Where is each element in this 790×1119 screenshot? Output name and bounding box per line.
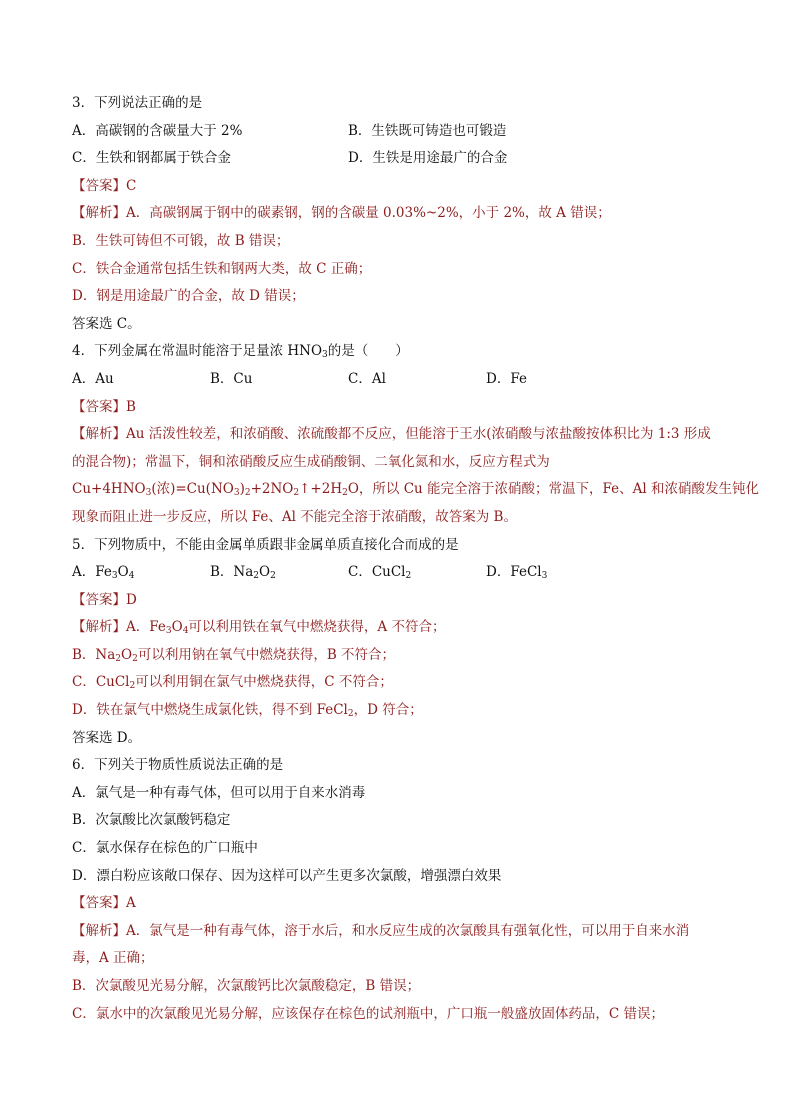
- subscript: 2: [270, 571, 276, 582]
- eq-part: (浓)=Cu(NO: [151, 481, 234, 498]
- subscript: 3: [233, 488, 240, 499]
- subscript: 3: [541, 571, 548, 582]
- option-b: [210, 559, 348, 587]
- answer-line: [72, 173, 732, 201]
- answer-tag: 【答案】: [72, 398, 126, 415]
- analysis-line: C．氯水中的次氯酸见光易分解，应该保存在棕色的试剂瓶中，广口瓶一般盛放固体药品，C 错误；: [72, 1005, 664, 1022]
- answer-line: [72, 587, 732, 615]
- analysis-line: B．生铁可铸但不可锻，故 B 错误；: [72, 232, 290, 249]
- option-c: C．Al: [348, 370, 386, 387]
- opt-text: O: [259, 564, 271, 581]
- analysis-tag: 【解析】: [72, 922, 126, 939]
- opt-text: D．FeCl: [486, 564, 542, 581]
- analysis-line: 的混合物)；常温下，铜和浓硝酸反应生成硝酸铜、二氧化氮和水，反应方程式为: [72, 453, 550, 470]
- stem-text: 的是（ ）: [327, 343, 409, 360]
- analysis-text: ，D 符合；: [353, 702, 423, 719]
- subscript: 2: [293, 488, 300, 499]
- answer-tag: 【答案】: [72, 177, 126, 194]
- option-d: D．漂白粉应该敞口保存、因为这样可以产生更多次氯酸，增强漂白效果: [72, 867, 502, 884]
- option-a: A．高碳钢的含碳量大于 2%: [72, 122, 243, 139]
- option-d: D．生铁是用途最广的合金: [348, 150, 508, 167]
- option-c: [348, 559, 486, 587]
- analysis-line: [72, 697, 732, 725]
- analysis-text: A．Fe: [126, 619, 166, 636]
- answer-value: B: [126, 398, 136, 415]
- analysis-line: [72, 200, 732, 228]
- analysis-tag: 【解析】: [72, 619, 126, 636]
- answer-tag: 【答案】: [72, 895, 126, 912]
- subscript: 2: [342, 488, 348, 499]
- opt-text: O: [117, 564, 129, 581]
- analysis-tag: 【解析】: [72, 205, 126, 222]
- subscript: 3: [322, 350, 328, 361]
- analysis-line: 现象而阻止进一步反应，所以 Fe、Al 不能完全溶于浓硝酸，故答案为 B。: [72, 508, 517, 525]
- opt-text: A．Fe: [72, 564, 112, 581]
- option-b: B．Cu: [210, 370, 253, 387]
- document-page: [72, 90, 759, 1028]
- option-d: D．Fe: [486, 370, 527, 387]
- conclusion-line: 答案选 C。: [72, 315, 141, 332]
- analysis-text: O: [171, 619, 183, 636]
- answer-value: C: [126, 177, 137, 194]
- eq-part: +2NO: [250, 481, 294, 498]
- question-5-stem: 5．下列物质中，不能由金属单质跟非金属单质直接化合而成的是: [72, 536, 459, 553]
- analysis-text: A．氯气是一种有毒气体，溶于水后，和水反应生成的次氯酸具有强氧化性，可以用于自来水消: [126, 922, 690, 939]
- analysis-text: 可以利用铁在氧气中燃烧获得，A 不符合；: [188, 619, 446, 636]
- eq-part: ): [239, 481, 245, 498]
- question-6-stem: 6．下列关于物质性质说法正确的是: [72, 757, 284, 774]
- option-c: C．氯水保存在棕色的广口瓶中: [72, 840, 258, 857]
- analysis-line: [72, 642, 732, 670]
- analysis-line: [72, 918, 732, 946]
- option-d: [486, 559, 547, 587]
- option-b: B．生铁既可铸造也可锻造: [348, 122, 507, 139]
- answer-value: D: [126, 591, 137, 608]
- analysis-text: B．Na: [72, 646, 116, 663]
- conclusion-line: 答案选 D。: [72, 729, 142, 746]
- subscript: 2: [132, 653, 138, 664]
- analysis-line: [72, 614, 732, 642]
- question-5-options: [72, 559, 732, 587]
- analysis-line: 毒，A 正确；: [72, 950, 154, 967]
- answer-line: [72, 890, 732, 918]
- subscript: 2: [405, 571, 412, 582]
- question-3-stem: 3．下列说法正确的是: [72, 95, 203, 111]
- subscript: 4: [128, 571, 135, 582]
- question-4-options: [72, 366, 732, 394]
- stem-text: 4．下列金属在常温时能溶于足量浓 HNO: [72, 343, 323, 360]
- analysis-text: D．铁在氯气中燃烧生成氯化铁，得不到 FeCl: [72, 702, 348, 719]
- question-3-options-row-1: [72, 118, 732, 146]
- analysis-line: [72, 669, 732, 697]
- subscript: 2: [115, 653, 122, 664]
- subscript: 2: [129, 681, 136, 692]
- option-b: B．次氯酸比次氯酸钙稳定: [72, 812, 231, 829]
- subscript: 3: [165, 626, 172, 637]
- answer-line: [72, 394, 732, 422]
- question-3-options-row-2: [72, 145, 732, 173]
- analysis-line: B．次氯酸见光易分解，次氯酸钙比次氯酸稳定，B 错误；: [72, 978, 421, 994]
- answer-tag: 【答案】: [72, 591, 126, 608]
- subscript: 3: [145, 488, 152, 499]
- analysis-line: D．钢是用途最广的合金，故 D 错误；: [72, 288, 305, 305]
- analysis-line: [72, 421, 732, 449]
- equation-line: [72, 476, 759, 504]
- eq-part: Cu+4HNO: [72, 481, 146, 498]
- option-c: C．生铁和钢都属于铁合金: [72, 150, 231, 167]
- subscript: 2: [253, 571, 260, 582]
- question-4-stem: [72, 338, 732, 366]
- opt-text: B．Na: [210, 564, 254, 581]
- analysis-line: C．铁合金通常包括生铁和钢两大类，故 C 正确；: [72, 260, 372, 277]
- option-a: [72, 559, 210, 587]
- answer-value: A: [126, 895, 136, 912]
- analysis-tag: 【解析】: [72, 426, 126, 443]
- analysis-text: C．CuCl: [72, 674, 130, 691]
- subscript: 2: [347, 709, 354, 720]
- analysis-text: O: [121, 646, 133, 663]
- analysis-text: 可以利用铜在氯气中燃烧获得，C 不符合；: [135, 674, 393, 691]
- analysis-text: Au 活泼性较差，和浓硝酸、浓硫酸都不反应，但能溶于王水(浓硝酸与浓盐酸按体积比为 1:3 形成: [126, 426, 711, 443]
- option-a: A．Au: [72, 370, 114, 387]
- eq-part: O，所以 Cu 能完全溶于浓硝酸；常温下，Fe、Al 和浓硝酸发生钝化: [347, 481, 759, 498]
- subscript: 2: [244, 488, 251, 499]
- subscript: 3: [111, 571, 118, 582]
- subscript: 4: [182, 626, 189, 637]
- analysis-text: A．高碳钢属于钢中的碳素钢，钢的含碳量 0.03%~2%，小于 2%，故 A 错误；: [126, 205, 611, 222]
- eq-part: ↑+2H: [299, 481, 343, 498]
- opt-text: C．CuCl: [348, 564, 406, 581]
- analysis-text: 可以利用钠在氧气中燃烧获得，B 不符合；: [137, 646, 396, 663]
- option-a: A．氯气是一种有毒气体，但可以用于自来水消毒: [72, 784, 366, 801]
